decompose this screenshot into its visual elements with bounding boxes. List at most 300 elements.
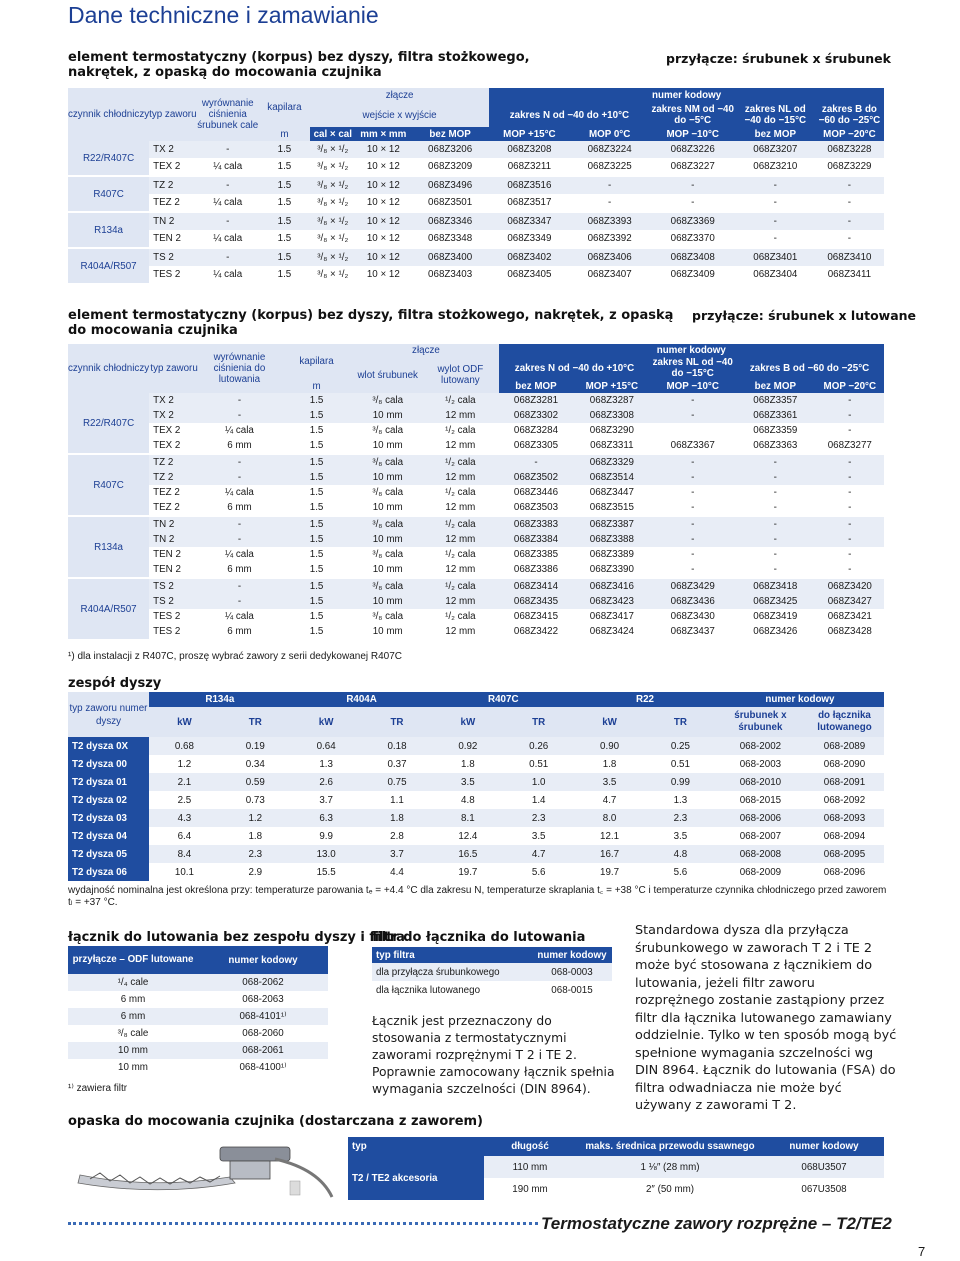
h-kap: kapilara [259,88,310,127]
table-cell: 10 × 12 [356,266,411,283]
table-cell: 1.5 [280,609,353,624]
h3-r404a: R404A [291,692,433,707]
table-header: długość [484,1137,576,1156]
table-cell: 068-4101¹⁾ [198,1008,328,1025]
h-typ: typ zaworu [149,88,196,141]
table-cell: ³/₈ × ¹/₂ [310,249,356,266]
table-cell: 10 mm [68,1042,198,1059]
table-cell: 2.5 [149,791,220,809]
table-cell: 1.1 [362,791,433,809]
table-cell: 068Z3400 [411,249,489,266]
table-cell: 068-2008 [716,845,805,863]
h2-zakres-nl: zakres NL od −40 do −15°C [650,357,735,379]
table-cell: - [816,470,884,485]
table-cell: 068Z3287 [573,393,650,408]
table-cell: 19.7 [574,863,645,881]
h-numer: numer kodowy [489,88,884,103]
table-cell: 1.5 [280,393,353,408]
table-cell: T2 dysza 00 [68,755,149,773]
table-cell: 068Z3411 [815,266,884,283]
table-cell: 068Z3408 [650,249,736,266]
table-cell: ¼ cala [199,423,280,438]
table-cell: 2.8 [362,827,433,845]
table-cell: 1.5 [259,249,310,266]
table-row [68,594,884,609]
table-cell: 0.99 [645,773,716,791]
table-row [68,845,884,863]
table-cell: 068Z3405 [489,266,569,283]
section6-title: opaska do mocowania czujnika (dostarczana z zaworem) [68,1114,483,1129]
table-cell: TEN 2 [149,562,199,577]
table-cell: 0.26 [503,737,574,755]
table-cell: - [650,500,735,515]
refrigerant-label: R134a [68,517,149,577]
table-row [68,408,884,423]
table-cell: 1.5 [280,624,353,639]
table-cell: - [199,594,280,609]
table-row [68,579,884,594]
table-cell: TZ 2 [149,470,199,485]
table-cell: - [816,532,884,547]
table-row [68,737,884,755]
refrigerant-label: R407C [68,177,149,211]
table-cell: 4.8 [432,791,503,809]
table-cell: 068Z3502 [499,470,574,485]
sub-header: TR [362,707,433,737]
table-cell: 068Z3414 [499,579,574,594]
table-cell: ¼ cala [199,485,280,500]
table-cell: 0.64 [291,737,362,755]
table-cell: 068-2092 [805,791,884,809]
table-cell: 4.7 [574,791,645,809]
table-cell: 068Z3516 [489,177,569,194]
table-cell: T2 dysza 0X [68,737,149,755]
table-cell: TN 2 [149,532,199,547]
table-cell: 068-2063 [198,991,328,1008]
refrigerant-label: R404A/R507 [68,249,149,283]
table-cell: 068Z3225 [570,158,650,175]
table-cell: 1.8 [220,827,291,845]
table-cell: 2.6 [291,773,362,791]
table-cell: 1.5 [280,438,353,453]
unit-cell: bez MOP [736,127,815,141]
table-cell: - [650,547,735,562]
section4-footnote: ¹⁾ zawiera filtr [68,1083,128,1094]
table-cell: ³/₈ × ¹/₂ [310,158,356,175]
table-cell: TEX 2 [149,438,199,453]
h3-r22: R22 [574,692,716,707]
table-cell: TS 2 [149,594,199,609]
table-cell: 068Z3346 [411,213,489,230]
table-cell: 068Z3447 [573,485,650,500]
h-zakres-nm: zakres NM od −40 do −5°C [651,104,734,126]
unit-cell: MOP −10°C [650,127,736,141]
table-cell: 068Z3390 [573,562,650,577]
section4-table [68,946,328,1076]
sub-header: TR [503,707,574,737]
section4-title: łącznik do lutowania bez zespołu dyszy i filtra [68,930,405,945]
table-cell: TEX 2 [149,158,196,175]
table-cell: 068-2060 [198,1025,328,1042]
sub-header: kW [149,707,220,737]
table-cell: 068-2006 [716,809,805,827]
table-cell: 12 mm [422,470,498,485]
footer-dotted-line [68,1222,538,1225]
table-cell: TZ 2 [149,177,196,194]
sensor-strap-illustration [70,1137,340,1207]
table-cell: ³/₈ × ¹/₂ [310,194,356,211]
table-row [68,532,884,547]
table-cell: 12.1 [574,827,645,845]
table-header: typ [348,1137,484,1156]
table-cell: 6 mm [68,991,198,1008]
table-cell: 2.3 [645,809,716,827]
table-cell: T2 dysza 06 [68,863,149,881]
unit-cell: mm × mm [356,127,411,141]
table-cell: 10 mm [353,532,422,547]
table-cell: 068Z3302 [499,408,574,423]
table-cell: - [735,485,816,500]
table-cell: 068-2015 [716,791,805,809]
table-cell: 068Z3514 [573,470,650,485]
table-cell [650,423,735,438]
table-cell: 068-2061 [198,1042,328,1059]
table-cell: 068Z3415 [499,609,574,624]
table-cell: 1.2 [149,755,220,773]
table-cell: 1.8 [574,755,645,773]
table-cell: - [816,408,884,423]
table-cell: - [650,393,735,408]
table-cell: 6 mm [199,624,280,639]
section2-connection: przyłącze: śrubunek x lutowane [692,308,917,323]
section3-title: zespół dyszy [68,676,162,691]
table-cell: 12 mm [422,500,498,515]
table-cell: 068-2093 [805,809,884,827]
table-cell: 068Z3226 [650,141,736,158]
table-cell: ¼ cala [197,158,259,175]
table-cell: - [816,500,884,515]
table-cell: 6.4 [149,827,220,845]
h2-typ: typ zaworu [149,344,199,393]
table-cell: ¼ cala [197,230,259,247]
unit-cell: MOP 0°C [570,127,650,141]
refrigerant-label: R22/R407C [68,141,149,175]
table-cell: ³/₈ cala [353,579,422,594]
table-cell: 10 × 12 [356,213,411,230]
table-cell: TEN 2 [149,230,196,247]
section1-connection: przyłącze: śrubunek x śrubunek [666,51,891,66]
table-cell: T2 dysza 02 [68,791,149,809]
table-cell: 068Z3363 [735,438,816,453]
table-cell: 068Z3404 [736,266,815,283]
section2-footnote: ¹) dla instalacji z R407C, proszę wybrać zawory z serii dedykowanej R407C [68,651,403,662]
table-cell: TEN 2 [149,547,199,562]
table-cell: T2 dysza 01 [68,773,149,791]
table-cell: 068Z3409 [650,266,736,283]
table-row [68,755,884,773]
h-wyr: wyrównanie ciśnienia śrubunek cale [197,88,259,141]
table-cell: 1.5 [259,158,310,175]
table-cell: 15.5 [291,863,362,881]
table-row [68,624,884,639]
table-cell: 068Z3384 [499,532,574,547]
h-czynnik: czynnik chłodniczy [68,88,149,141]
table-cell: 4.7 [503,845,574,863]
table-cell: 068Z3385 [499,547,574,562]
table-cell: 1.5 [280,470,353,485]
table-cell: TS 2 [149,579,199,594]
unit-cell: m [259,127,310,141]
table-cell: - [199,532,280,547]
table-cell: 068Z3229 [815,158,884,175]
table-cell: 8.0 [574,809,645,827]
footer-tag: Termostatyczne zawory rozprężne – T2/TE2 [541,1214,892,1233]
table-cell: 068-2007 [716,827,805,845]
table-cell: - [650,485,735,500]
table-cell: 1.5 [280,408,353,423]
h4-numer: numer kodowy [198,946,328,974]
table-cell: 10 mm [353,500,422,515]
unit-cell: MOP −20°C [815,127,884,141]
table-cell: - [816,423,884,438]
table-cell: - [735,562,816,577]
table-cell: - [197,177,259,194]
table-row [68,827,884,845]
table-cell: ¹/₄ cale [68,974,198,991]
h2-wlot: wlot śrubunek [353,357,422,393]
table-cell: - [815,177,884,194]
table-cell: 12 mm [422,562,498,577]
table-header: maks. średnica przewodu ssawnego [576,1137,764,1156]
table-cell: - [197,249,259,266]
table-cell: - [816,455,884,470]
table-cell: 068-2089 [805,737,884,755]
table-cell: 068Z3496 [411,177,489,194]
table-cell: TES 2 [149,624,199,639]
table-cell: - [736,230,815,247]
table-cell: 10 mm [353,408,422,423]
table-cell: 1 ⅛″ (28 mm) [576,1156,764,1178]
table-cell: TEZ 2 [149,485,199,500]
table-cell: 1.5 [259,230,310,247]
table-row [68,141,884,158]
table-cell: 3.5 [503,827,574,845]
table-row [68,455,884,470]
table-cell: 3.5 [645,827,716,845]
table-row [372,981,612,999]
refrigerant-label: R134a [68,213,149,247]
table-cell: ³/₈ × ¹/₂ [310,213,356,230]
table-cell: 0.75 [362,773,433,791]
table-cell: - [815,213,884,230]
sub-header: TR [645,707,716,737]
table-row [68,194,884,211]
table-cell: 068Z3437 [650,624,735,639]
table-cell: 13.0 [291,845,362,863]
table-cell: 0.90 [574,737,645,755]
table-row [68,809,884,827]
table-cell: 068-2091 [805,773,884,791]
table-cell: 068Z3410 [815,249,884,266]
table-cell: 4.8 [645,845,716,863]
table-cell: - [197,141,259,158]
table-cell: 068Z3388 [573,532,650,547]
table-row [68,609,884,624]
table-row [68,1059,328,1076]
h4-przylacze: przyłącze – ODF lutowane [68,946,198,974]
table-cell: TX 2 [149,141,196,158]
table-cell: - [650,532,735,547]
table-cell: 068Z3515 [573,500,650,515]
table-cell: 068Z3348 [411,230,489,247]
page-number: 7 [918,1244,926,1259]
table-cell: - [499,455,574,470]
sub-header: kW [432,707,503,737]
table-row [68,974,328,991]
h2-zakres-n: zakres N od −40 do +10°C [499,357,651,379]
table-row [68,1025,328,1042]
section2-title: element termostatyczny (korpus) bez dyszy, filtra stożkowego, nakrętek, z opaską do mocowania czujnika [68,308,674,338]
table-cell: 2.1 [149,773,220,791]
table-cell: 068U3507 [764,1156,884,1178]
table-row [68,863,884,881]
section5-table [372,947,612,999]
table-cell: 068Z3228 [815,141,884,158]
table-cell: 068Z3359 [735,423,816,438]
h-zlacze: złącze [310,88,489,103]
table-cell: 068-2096 [805,863,884,881]
table-row [68,249,884,266]
table-cell: T2 dysza 04 [68,827,149,845]
table-cell: 068Z3308 [573,408,650,423]
table-cell: 068Z3367 [650,438,735,453]
h5-typ: typ filtra [372,947,532,963]
table-cell: 068Z3329 [573,455,650,470]
table-cell: 068Z3435 [499,594,574,609]
type-cell: T2 / TE2 akcesoria [348,1156,484,1200]
table-cell: 068-2002 [716,737,805,755]
table-cell: 1.5 [280,562,353,577]
table-cell: 1.5 [280,455,353,470]
table-cell: 12.4 [432,827,503,845]
table-cell: - [816,393,884,408]
table-cell: 4.3 [149,809,220,827]
table-cell: 068-2003 [716,755,805,773]
table-row [68,1042,328,1059]
table-cell: 068Z3207 [736,141,815,158]
table-cell: 6.3 [291,809,362,827]
section1-title: element termostatyczny (korpus) bez dyszy, filtra stożkowego, nakrętek, z opaską do mocowania czujnika [68,50,530,80]
table-cell: - [570,194,650,211]
table-row [68,773,884,791]
table-cell: 068Z3419 [735,609,816,624]
h-zakres-n: zakres N od −40 do +10°C [489,103,649,127]
unit-cell: bez MOP [735,379,816,393]
table-cell: ³/₈ cale [68,1025,198,1042]
unit-cell: MOP −20°C [816,379,884,393]
table-cell: 12 mm [422,532,498,547]
table-cell: ³/₈ cala [353,423,422,438]
table-cell: 068Z3392 [570,230,650,247]
table-cell: 068Z3436 [650,594,735,609]
side-text: Standardowa dysza dla przyłącza śrubunkowego w zaworach T 2 i TE 2 może być stosowana z łącznikiem do lutowania, jeżeli filtr zaworu rozprężnego zostanie zastąpiony przez filtr dla łącznika lutowanego zamawiany oddzielnie. Tylko w ten sposób mogą być spełnione wymagania szczelności wg DIN 8964. Łącznik do lutowania (FSA) do filtra odwadniacza nie może być używany z zaworami T 2. [635,923,897,1113]
table-cell: ³/₈ × ¹/₂ [310,177,356,194]
table-cell: 068Z3428 [816,624,884,639]
table-cell: 068-2095 [805,845,884,863]
table-cell: TZ 2 [149,455,199,470]
table-cell: 10 × 12 [356,194,411,211]
table-cell: 068Z3387 [573,517,650,532]
table-cell: 9.9 [291,827,362,845]
table-cell: ³/₈ × ¹/₂ [310,266,356,283]
table-cell: 1.3 [645,791,716,809]
table-cell: 068Z3369 [650,213,736,230]
table-cell: 6 mm [199,438,280,453]
table-row [68,177,884,194]
table-cell: 1.5 [280,594,353,609]
refrigerant-label: R407C [68,455,149,515]
table-cell: 1.5 [259,194,310,211]
table-cell: 2″ (50 mm) [576,1178,764,1200]
h2-numer: numer kodowy [499,344,884,357]
table-row [68,562,884,577]
table-cell: 068Z3446 [499,485,574,500]
table-cell: 10 × 12 [356,158,411,175]
table-row [68,393,884,408]
table-cell: 068Z3429 [650,579,735,594]
table-cell: ³/₈ × ¹/₂ [310,230,356,247]
table-cell: - [815,230,884,247]
table-cell: T2 dysza 05 [68,845,149,863]
table-cell: 068Z3357 [735,393,816,408]
table-cell: 068Z3347 [489,213,569,230]
table-cell: 068Z3420 [816,579,884,594]
h3-r134a: R134a [149,692,291,707]
table-cell: 068Z3290 [573,423,650,438]
table-row [68,470,884,485]
table-cell: - [650,177,736,194]
h3-numer: numer kodowy [716,692,884,707]
table-cell: 1.4 [503,791,574,809]
table-cell: 3.7 [362,845,433,863]
unit-cell: bez MOP [499,379,574,393]
table-cell: ¹/₂ cala [422,517,498,532]
table-cell: 1.5 [280,532,353,547]
sub-header: kW [574,707,645,737]
table-cell: - [199,470,280,485]
table-cell: 1.0 [503,773,574,791]
table-cell: TS 2 [149,249,196,266]
section6-table-wrap [348,1137,884,1200]
h-zakres-nl: zakres NL od −40 do −15°C [736,103,815,127]
table-cell: 0.68 [149,737,220,755]
table-cell: 068Z3407 [570,266,650,283]
table-cell: 10 mm [68,1059,198,1076]
table-cell: 8.4 [149,845,220,863]
h-zakres-b: zakres B do −60 do −25°C [815,103,884,127]
table-cell: 068Z3406 [570,249,650,266]
section1-table-wrap [68,88,884,283]
unit-cell: bez MOP [411,127,489,141]
section4-table-wrap [68,946,328,1076]
table-cell: ³/₈ cala [353,393,422,408]
table-cell: 16.5 [432,845,503,863]
sub-header: TR [220,707,291,737]
table-cell: 068Z3417 [573,609,650,624]
table-cell: ¹/₂ cala [422,609,498,624]
table-cell: - [199,393,280,408]
table-cell: 068Z3430 [650,609,735,624]
